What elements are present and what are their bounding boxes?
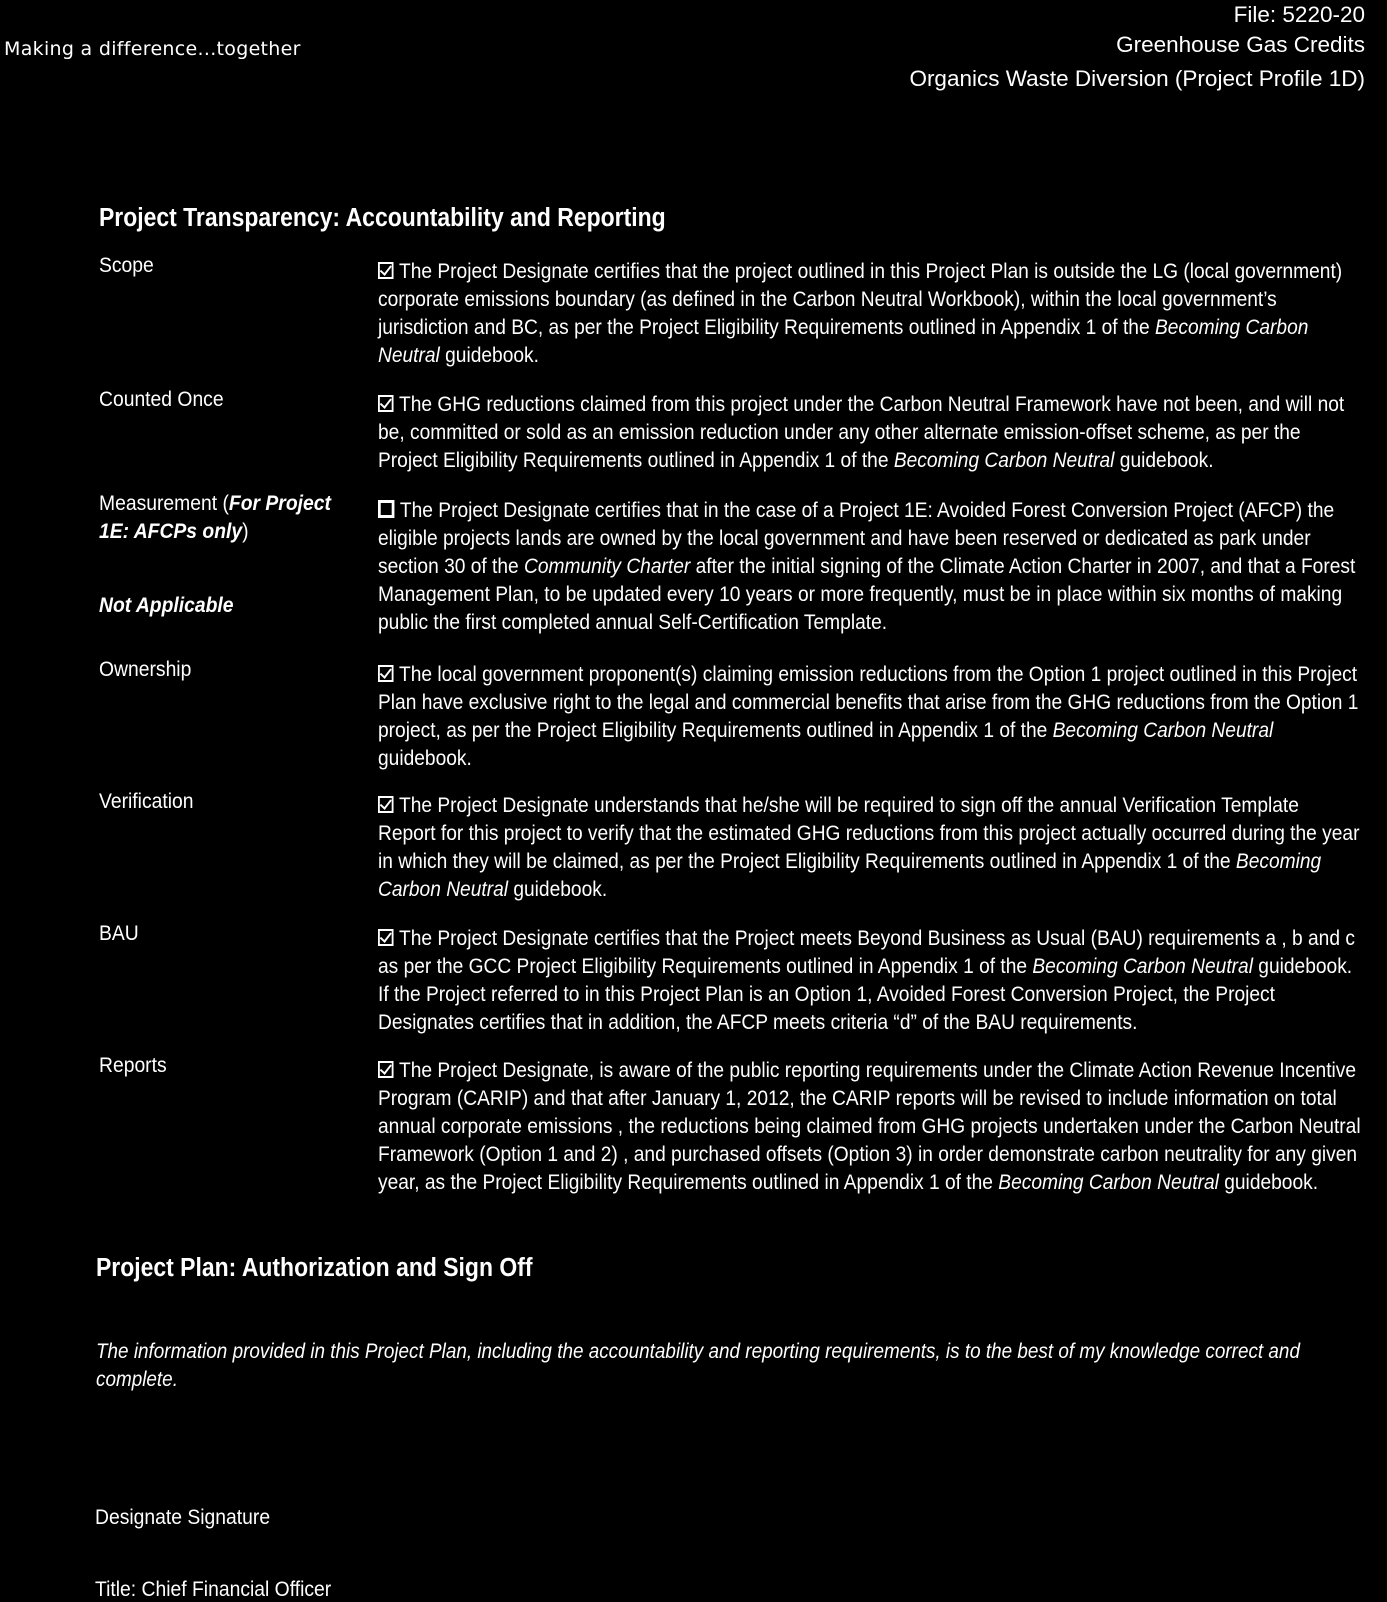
subject-line: Greenhouse Gas Credits	[1116, 32, 1365, 57]
label-ownership: Ownership	[99, 658, 192, 681]
scope-statement: The Project Designate certifies that the project outlined in this Project Plan is outside the LG (local government) corporate emissions boundary (as defined in the Carbon Neutral Workbook), within the local government’s jurisdiction and BC, as per the Project Eligibility Requirements outlined in Appendix 1 of the Becoming Carbon Neutral guidebook.	[378, 260, 1343, 367]
checked-checkbox-icon	[378, 796, 394, 813]
file-number: File: 5220-20	[1233, 2, 1365, 27]
measurement-statement: The Project Designate certifies that in the case of a Project 1E: Avoided Forest Conversion Project (AFCP) the eligible projects lands are owned by the local government and have been reserved or dedicated as park under section 30 of the Community Charter after the initial signing of the Climate Action Charter in 2007, and that a Forest Management Plan, to be updated every 10 years or more frequently, must be in place within six months of making public the first completed annual Self-Certification Template.	[378, 499, 1356, 634]
checked-checkbox-icon	[378, 395, 394, 412]
section-heading-transparency: Project Transparency: Accountability and Reporting	[99, 204, 666, 232]
label-reports: Reports	[99, 1054, 167, 1077]
verification-statement: The Project Designate understands that he/she will be required to sign off the annual Verification Template Report for this project to verify that the estimated GHG reductions from this project actually occurred during the year in which they will be claimed, as per the Project Eligibility Requirements outlined in Appendix 1 of the Becoming Carbon Neutral guidebook.	[378, 794, 1360, 901]
title-label: Title: Chief Financial Officer	[95, 1578, 332, 1601]
checked-checkbox-icon	[378, 665, 394, 682]
label-counted-once: Counted Once	[99, 388, 224, 411]
counted-once-statement: The GHG reductions claimed from this project under the Carbon Neutral Framework have not been, and will not be, committed or sold as an emission reduction under any other alternate emission-offset scheme, as per the Project Eligibility Requirements outlined in Appendix 1 of the Becoming Carbon Neutral guidebook.	[378, 393, 1345, 472]
bau-statement: The Project Designate certifies that the Project meets Beyond Business as Usual (BAU) requirements a , b and c as per the GCC Project Eligibility Requirements outlined in Appendix 1 of the Becoming Carbon Neutral guidebook. If the Project referred to in this Project Plan is an Option 1, Avoided Forest Conversion Project, the Project Designates certifies that in addition, the AFCP meets criteria “d” of the BAU requirements.	[378, 927, 1355, 1034]
reports-statement: The Project Designate, is aware of the public reporting requirements under the Climate Action Revenue Incentive Program (CARIP) and that after January 1, 2012, the CARIP reports will be revised to include information on total annual corporate emissions , the reductions being claimed from GHG projects undertaken under the Carbon Neutral Framework (Option 1 and 2) , and purchased offsets (Option 3) in order demonstrate carbon neutrality for any given year, as the Project Eligibility Requirements outlined in Appendix 1 of the Becoming Carbon Neutral guidebook.	[378, 1059, 1361, 1194]
label-measurement: Measurement (For Project 1E: AFCPs only)	[99, 492, 331, 543]
checked-checkbox-icon	[378, 929, 394, 946]
signature-label: Designate Signature	[95, 1506, 271, 1529]
checked-checkbox-icon	[378, 262, 394, 279]
section-heading-signoff: Project Plan: Authorization and Sign Off	[96, 1254, 533, 1282]
ownership-statement: The local government proponent(s) claiming emission reductions from the Option 1 project outlined in this Project Plan have exclusive right to the legal and commercial benefits that arise from the GHG reductions from the Option 1 project, as per the Project Eligibility Requirements outlined in Appendix 1 of the Becoming Carbon Neutral guidebook.	[378, 663, 1359, 770]
certification-statement: The information provided in this Project Plan, including the accountability and reporting requirements, is to the best of my knowledge correct and complete.	[96, 1340, 1300, 1391]
label-verification: Verification	[99, 790, 194, 813]
checked-checkbox-icon	[378, 1061, 394, 1078]
unchecked-checkbox-icon	[378, 500, 394, 518]
not-applicable-note: Not Applicable	[99, 594, 234, 617]
project-line: Organics Waste Diversion (Project Profile 1D)	[909, 66, 1365, 91]
label-scope: Scope	[99, 254, 154, 277]
tagline: Making a difference...together	[4, 38, 301, 60]
label-bau: BAU	[99, 922, 139, 945]
document-header	[909, 2, 1365, 96]
